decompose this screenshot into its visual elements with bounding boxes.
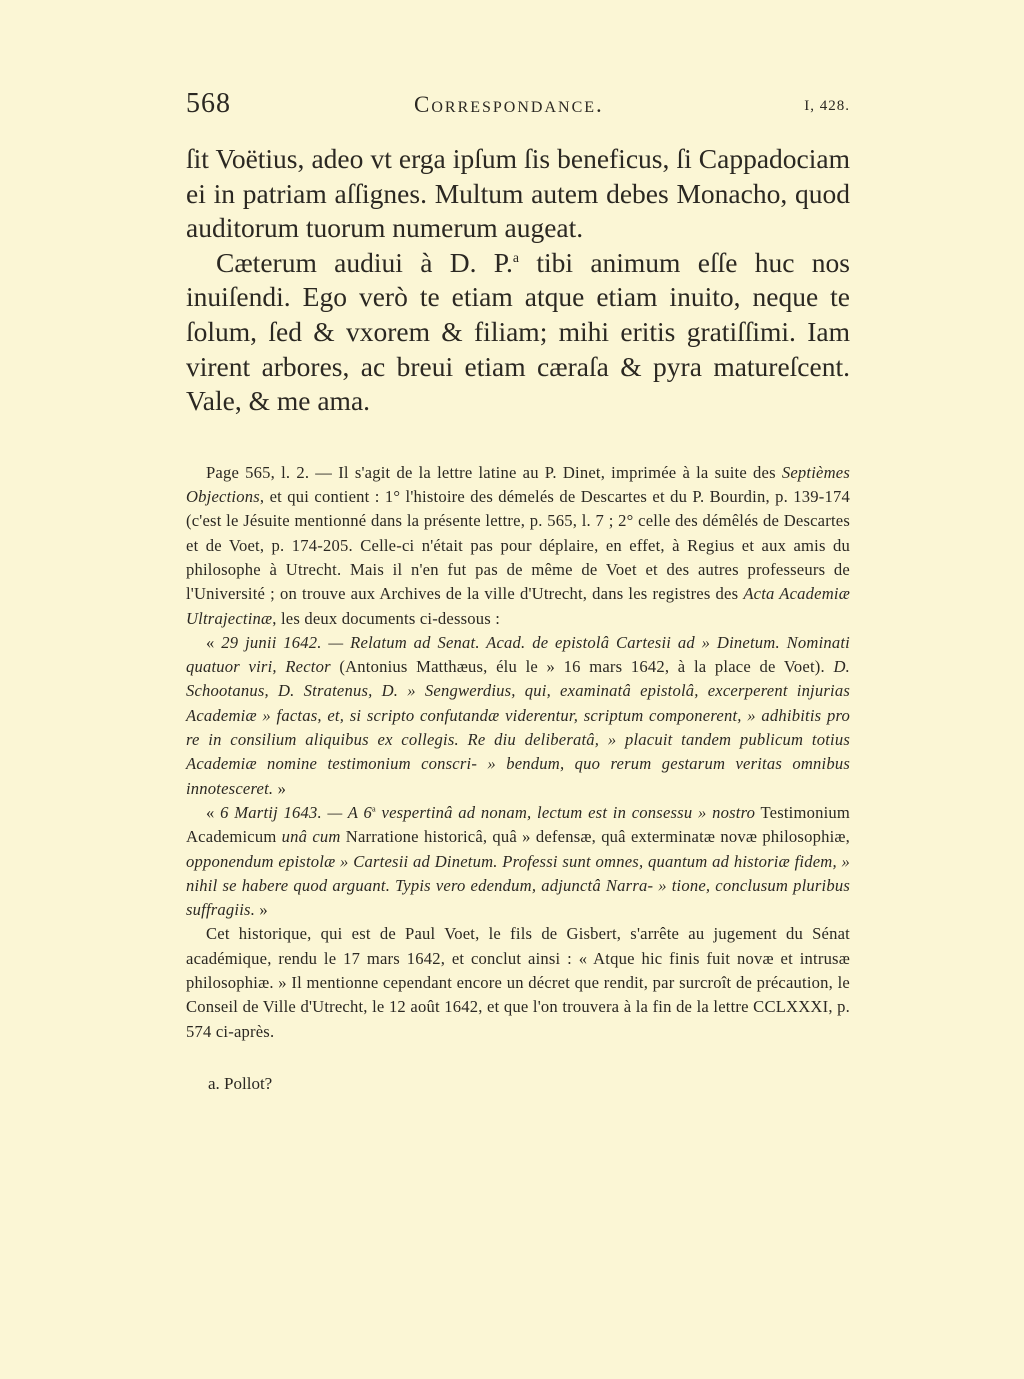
quote-1: « 29 junii 1642. — Relatum ad Senat. Acad. de epistolâ Cartesii ad » Dinetum. Nominati quatuor viri, Rector (Antonius Matthæus, élu le » 16 mars 1642, à la place de Voet). D. Schootanus, D. Stratenus, D. » Sengwerdius, qui, examinatâ epistolâ, excerperent injurias Academiæ » factas, et, si scripto confutandæ viderentur, scriptum componerent, » adhibitis pro re in consilium aliquibus ex collegis. Re diu deliberatâ, » placuit tandem publicum totius Academiæ nomine testimonium conscri- » bendum, quo rerum gestarum veritas omnibus innotesceret. » — [186, 632, 850, 798]
running-title: Correspondance. — [414, 92, 604, 117]
main-paragraph-1: ſit Voëtius, adeo vt erga ipſum ſis beneficus, ſi Cappadociam ei in patriam aſſignes. Multum autem debes Monacho, quod auditorum tuorum numerum augeat. — [186, 143, 850, 244]
note-paragraph-1: Page 565, l. 2. — Il s'agit de la lettre latine au P. Dinet, imprimée à la suite des Septièmes Objections, et qui contient : 1° l'histoire des démelés de Descartes et du P. Bourdin, p. 139-174 (c'est le Jésuite mentionné dans la présente lettre, p. 565, l. 7 ; 2° celle des démêlés de Descartes et de Voet, p. 174-205. Celle-ci n'était pas pour déplaire, en effet, à Regius et aux amis du philosophe à Utrecht. Mais il n'en fut pas de même de Voet et des autres professeurs de l'Université ; on trouve aux Archives de la ville d'Utrecht, dans les registres des Acta Academiæ Ultrajectinæ, les deux documents ci-dessous : — [186, 462, 850, 628]
main-text — [186, 142, 850, 419]
footnote: a. Pollot? — [208, 1073, 273, 1093]
footnote-marker: a — [512, 249, 520, 265]
note-paragraph-2: Cet historique, qui est de Paul Voet, le fils de Gisbert, s'arrête au jugement du Sénat académique, rendu le 17 mars 1642, et conclut ainsi : « Atque hic finis fuit novæ et intrusæ philosophiæ. » Il mentionne cependant encore un décret que rendit, par surcroît de précaution, le Conseil de Ville d'Utrecht, le 12 août 1642, et que l'on trouvera à la fin de la lettre CCLXXXI, p. 574 ci-après. — [186, 924, 850, 1041]
editorial-notes — [186, 461, 850, 1044]
quote-2: « 6 Martij 1643. — A 6$^a$ vespertinâ ad nonam, lectum est in consessu » nostro Testimonium Academicum unâ cum Narratione historicâ, quâ » defensæ, quâ exterminatæ novæ philosophiæ, opponendum epistolæ » Cartesii ad Dinetum. Professi sunt omnes, quantum ad historiæ fidem, » nihil se habere quod arguant. Typis vero edendum, adjunctâ Narra- » tione, conclusum pluribus suffragiis. » — [186, 802, 850, 920]
main-paragraph-2: Cæterum audiui à D. P.$^a$ tibi animum eſſe huc nos inuiſendi. Ego verò te etiam atque etiam inuito, neque te ſolum, ſed & vxorem & filiam; mihi eritis gratiſſimi. Iam virent arbores, ac breui etiam cæraſa & pyra matureſcent. Vale, & me ama. — [186, 246, 850, 417]
page-header — [186, 88, 850, 128]
volume-reference: I, 428. — [804, 98, 850, 114]
page — [186, 88, 850, 1094]
page-number: 568 — [186, 88, 231, 119]
